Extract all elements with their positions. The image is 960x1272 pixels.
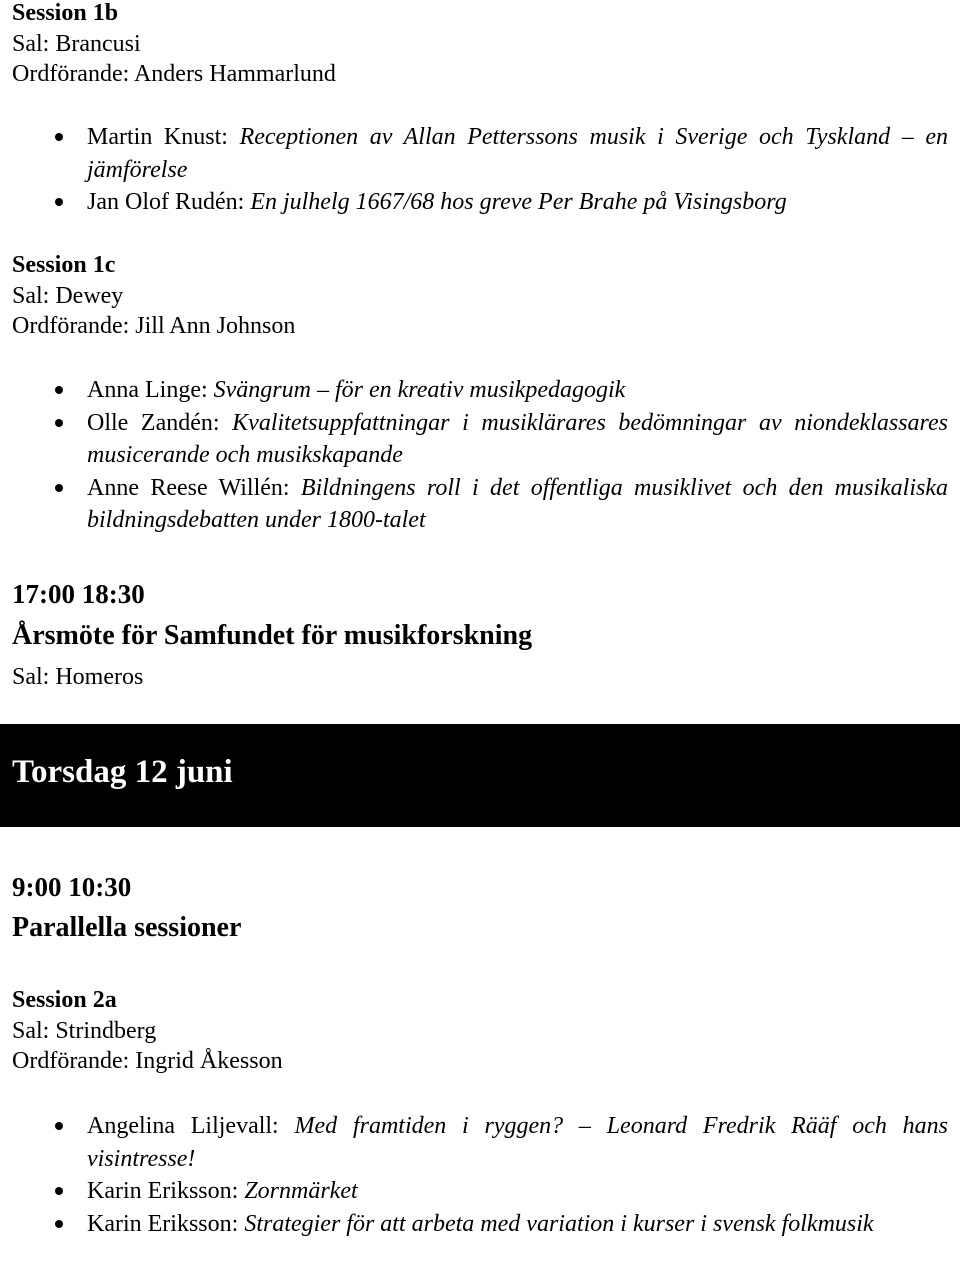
session-2a-header xyxy=(12,985,948,1077)
session-chair: Ordförande: Anders Hammarlund xyxy=(12,61,336,87)
session-title: Session 1c xyxy=(12,252,116,278)
session-chair: Ordförande: Ingrid Åkesson xyxy=(12,1048,283,1074)
list-item xyxy=(0,121,948,186)
session-title: Session 1b xyxy=(12,0,119,26)
day-heading: Torsdag 12 juni xyxy=(12,754,233,790)
session-room: Sal: Strindberg xyxy=(12,1017,157,1044)
annual-meeting-room: Sal: Homeros xyxy=(12,664,144,690)
annual-meeting-title: Årsmöte för Samfundet för musikforskning xyxy=(12,620,533,651)
list-item xyxy=(0,374,948,407)
list-item xyxy=(0,1208,948,1241)
list-item xyxy=(0,186,948,219)
bullet-icon xyxy=(55,198,63,206)
bullet-icon xyxy=(55,419,63,427)
bullet-icon xyxy=(55,484,63,492)
talk-speaker: Karin Eriksson: xyxy=(87,1178,245,1204)
talk-speaker: Jan Olof Rudén: xyxy=(87,189,251,215)
session-1b-header xyxy=(12,0,948,90)
talk-speaker: Olle Zandén: xyxy=(87,409,233,436)
session-1c-talks xyxy=(0,374,948,537)
session-room: Sal: Brancusi xyxy=(12,30,141,57)
talk-title: Receptionen av Allan Petterssons musik i Sverige och Tyskland – en jämförelse xyxy=(87,124,948,183)
talk-speaker: Anne Reese Willén: xyxy=(87,474,301,501)
talk-speaker: Anna Linge: xyxy=(87,377,214,403)
talk-title: Med framtiden i ryggen? – Leonard Fredrik Rääf och hans visintresse! xyxy=(87,1113,948,1172)
talk-title: Svängrum – för en kreativ musikpedagogik xyxy=(213,377,626,403)
parallel-time: 9:00 10:30 xyxy=(12,872,132,902)
list-item xyxy=(0,1110,948,1175)
session-room: Sal: Dewey xyxy=(12,282,124,309)
session-chair: Ordförande: Jill Ann Johnson xyxy=(12,313,296,339)
list-item xyxy=(0,407,948,472)
annual-meeting-time: 17:00 18:30 xyxy=(12,579,145,609)
bullet-icon xyxy=(55,1220,63,1228)
session-1c-header xyxy=(12,250,948,342)
talk-title: Zornmärket xyxy=(244,1178,358,1204)
bullet-icon xyxy=(55,133,63,141)
list-item xyxy=(0,1175,948,1208)
talk-title: Bildningens roll i det offentliga musiklivet och den musikaliska bildningsdebatten under 1800-talet xyxy=(87,474,948,533)
bullet-icon xyxy=(55,1122,63,1130)
session-1b-talks xyxy=(0,121,948,219)
session-2a-talks xyxy=(0,1110,948,1240)
talk-speaker: Martin Knust: xyxy=(87,124,240,150)
talk-speaker: Angelina Liljevall: xyxy=(87,1113,295,1139)
day-heading-band xyxy=(0,724,960,827)
talk-title: Kvalitetsuppfattningar i musiklärares bedömningar av niondeklassares musicerande och musikskapande xyxy=(87,409,948,468)
bullet-icon xyxy=(55,386,63,394)
list-item xyxy=(0,472,948,537)
talk-speaker: Karin Eriksson: xyxy=(87,1210,245,1237)
parallel-title: Parallella sessioner xyxy=(12,912,242,943)
bullet-icon xyxy=(55,1187,63,1195)
talk-title: En julhelg 1667/68 hos greve Per Brahe på Visingsborg xyxy=(250,189,787,215)
session-title: Session 2a xyxy=(12,987,117,1013)
talk-title: Strategier för att arbeta med variation i kurser i svensk folkmusik xyxy=(244,1210,874,1237)
